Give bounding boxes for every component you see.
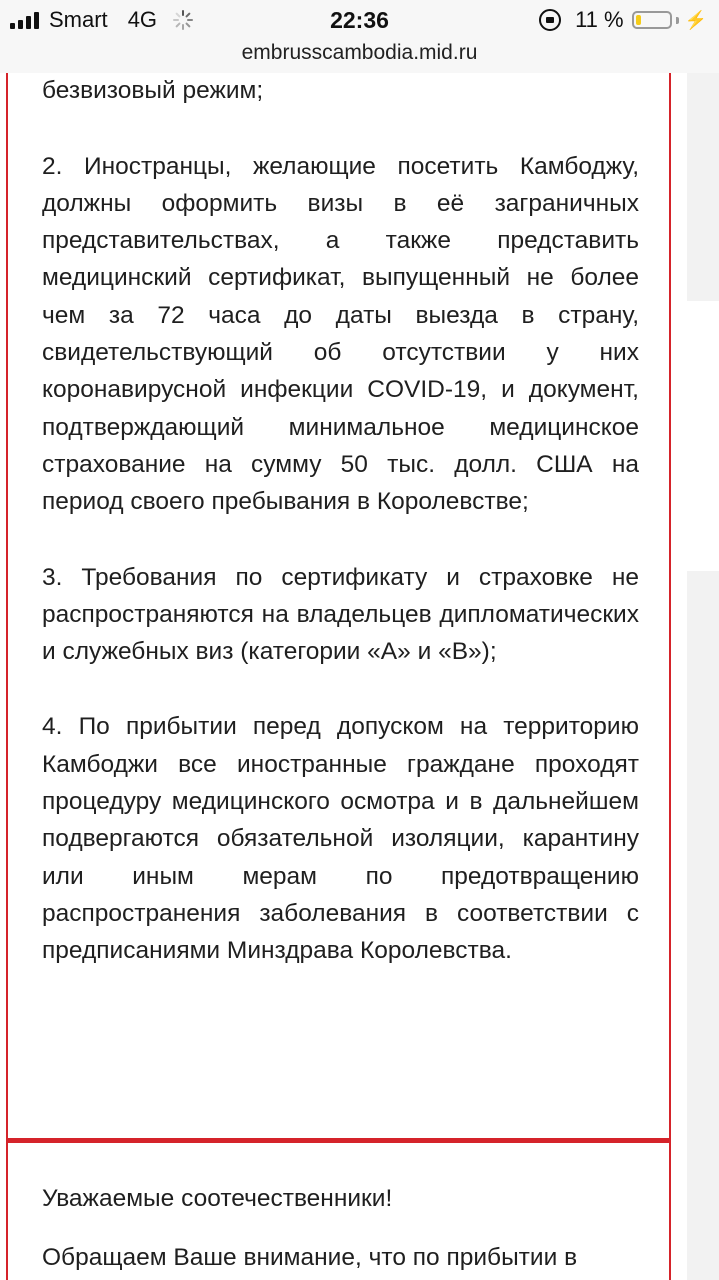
article-paragraph: 2. Иностранцы, желающие посетить Камбоджу, должны оформить визы в её заграничных представительствах, а также представить медицинский сертификат, выпущенный не более чем за 72 часа до даты выезда в страну, свидетельствующий об отсутствии у них коронавирусной инфекции COVID-19, и документ, подтверждающий минимальное медицинское страхование на сумму 50 тыс. долл. США на период своего пребывания в Королевстве; xyxy=(42,152,639,516)
article-paragraph: 3. Требования по сертификату и страховке не распространяются на владельцев дипломатических и служебных виз (категории «А» и «В»); xyxy=(42,563,639,666)
notice-greeting: Уважаемые соотечественники! xyxy=(42,1185,393,1212)
network-type: 4G xyxy=(127,7,158,32)
clock: 22:36 xyxy=(330,7,389,33)
charging-bolt-icon: ⚡ xyxy=(684,9,707,30)
article-card xyxy=(6,73,671,1141)
notice-card xyxy=(6,1141,671,1280)
address-bar[interactable] xyxy=(0,40,719,73)
status-right xyxy=(539,6,707,34)
carrier-name: Smart xyxy=(49,7,108,32)
battery-icon xyxy=(632,11,672,29)
article-body xyxy=(8,73,669,970)
article-paragraph: 4. По прибытии перед допуском на территорию Камбоджи все иностранные граждане проходят процедуру медицинского осмотра и в дальнейшем подвергаются обязательной изоляции, карантину или иным мерам по предотвращению распространения заболевания в соответствии с предписаниями Минздрава Королевства. xyxy=(42,713,639,965)
page-viewport[interactable] xyxy=(0,73,719,1280)
battery-fill xyxy=(636,15,641,25)
page-side-strip xyxy=(687,73,719,301)
url-text[interactable]: embrusscambodia.mid.ru xyxy=(241,41,478,64)
battery-cap xyxy=(676,17,679,24)
page-side-strip xyxy=(687,571,719,1280)
status-bar xyxy=(0,0,719,40)
notice-text: Обращаем Ваше внимание, что по прибытии в xyxy=(42,1244,578,1272)
article-paragraph: безвизовый режим; xyxy=(42,77,264,105)
rotation-lock-icon xyxy=(539,9,561,31)
battery-percent: 11 % xyxy=(575,7,624,32)
notice-body xyxy=(8,1143,669,1277)
